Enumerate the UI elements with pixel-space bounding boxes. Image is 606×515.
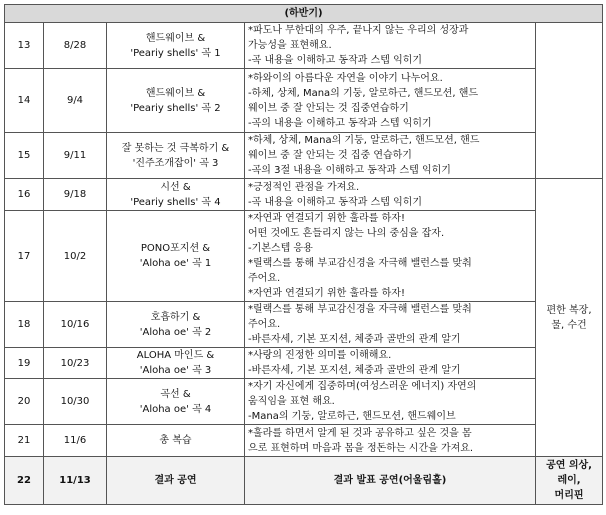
session-description-line: 웨이브 중 잘 안되는 것 집중 연습하기 [248,150,412,161]
session-title-line: 핸드웨이브 & [145,32,206,44]
final-materials-cell [536,457,603,505]
schedule-table [4,4,603,505]
session-date: 11/6 [44,425,107,457]
session-description: 결과 발표 공연(어울림홀) [245,457,536,505]
session-date: 11/13 [44,457,107,505]
header-title: (하반기) [5,5,603,23]
session-number: 18 [5,302,44,348]
session-description-line: 어떤 것에도 흔들리지 않는 나의 중심을 잡자. [248,228,445,239]
session-title: 결과 공연 [107,457,245,505]
session-description [245,425,536,457]
session-description-line: -바른자세, 기본 포지션, 체중과 골반의 관계 알기 [248,365,461,376]
session-description [245,211,536,302]
session-description [245,23,536,69]
session-description-line: *하와이의 아름다운 자연을 이야기 나누어요. [248,72,443,84]
session-date: 8/28 [44,23,107,69]
session-description-line: -바른자세, 기본 포지션, 체중과 골반의 관계 알기 [248,334,461,345]
session-title [107,179,245,211]
session-description-line: *긍정적인 관점을 가져요. [248,181,360,193]
session-description [245,133,536,179]
session-title-line: 'Aloha oe' 곡 2 [139,326,212,338]
session-description-line: -곡의 내용을 이해하고 동작과 스텝 익히기 [248,117,432,129]
session-number: 15 [5,133,44,179]
final-materials-line: 머리핀 [554,490,584,501]
session-date: 9/11 [44,133,107,179]
session-title-line: 'Peariy shells' 곡 2 [130,102,221,114]
session-number: 13 [5,23,44,69]
session-description [245,179,536,211]
session-title-line: 핸드웨이브 & [145,87,206,99]
session-title-line: 총 복습 [159,435,192,446]
session-number: 21 [5,425,44,457]
session-description-line: *하체, 상체, Mana의 기둥, 알로하근, 핸드모션, 핸드 [248,135,480,146]
session-title-line: 'Peariy shells' 곡 4 [130,196,221,208]
session-date: 10/30 [44,379,107,425]
table-row [5,348,603,379]
session-description-line: -하체, 상체, Mana의 기둥, 알로하근, 핸드모션, 핸드 [248,87,479,99]
table-row [5,133,603,179]
session-description-line: 주어요. [248,319,281,330]
session-description-line: *릴랙스를 통해 부교감신경을 자극해 밸런스를 맞춰 [248,258,472,269]
session-description-line: *사랑의 진정한 의미를 이해해요. [248,350,392,361]
session-description-line: 가능성을 표현해요. [248,40,332,51]
materials-blank-cell [536,23,603,179]
session-title-line: 호흡하기 & [150,311,201,323]
session-title-line: 곡선 & [160,388,191,400]
table-row [5,179,603,211]
table-row [5,69,603,133]
table-row [5,23,603,69]
session-description [245,69,536,133]
final-performance-row [5,457,603,505]
session-title-line: 시선 & [160,181,191,193]
session-title [107,348,245,379]
session-description-line: -곡의 3절 내용을 이해하고 동작과 스텝 익히기 [248,165,451,176]
session-date: 10/16 [44,302,107,348]
session-description [245,379,536,425]
session-number: 17 [5,211,44,302]
session-title-line: PONO포지션 & [140,243,211,254]
session-description-line: -기본스텝 응용 [248,243,313,254]
session-date: 10/23 [44,348,107,379]
table-row [5,379,603,425]
session-description-line: -곡 내용을 이해하고 동작과 스텝 익히기 [248,55,423,66]
session-number: 20 [5,379,44,425]
session-title [107,211,245,302]
session-description-line: *자기 자신에게 집중하며(여성스러운 에너지) 자연의 [248,381,477,392]
session-title [107,69,245,133]
session-number: 19 [5,348,44,379]
session-description [245,302,536,348]
session-title-line: 'Aloha oe' 곡 1 [139,258,212,269]
table-header-row [5,5,603,23]
session-description-line: *릴랙스를 통해 부교감신경을 자극해 밸런스를 맞춰 [248,304,472,315]
session-number: 22 [5,457,44,505]
final-materials-line: 공연 의상, [546,460,592,471]
session-description-line: 움직임을 표현 해요. [248,396,335,407]
session-number: 14 [5,69,44,133]
session-description-line: -Mana의 기둥, 알로하근, 핸드모션, 핸드웨이브 [248,411,456,422]
session-title-line: 잘 못하는 것 극복하기 & [121,142,230,154]
session-title [107,23,245,69]
table-row [5,211,603,302]
session-number: 16 [5,179,44,211]
session-description-line: *파도나 무한대의 우주, 끝나지 않는 우리의 성장과 [248,25,469,36]
session-description-line: *자연과 연결되기 위한 훌라를 하자! [248,213,405,224]
materials-cell [536,179,603,457]
materials-line: 편한 복장, [546,304,592,316]
session-date: 10/2 [44,211,107,302]
session-date: 9/4 [44,69,107,133]
session-description-line: *훌라를 하면서 알게 된 것과 공유하고 싶은 것을 몸 [248,427,472,439]
session-description [245,348,536,379]
session-description-line: 웨이브 중 잘 안되는 것 집중연습하기 [248,102,409,114]
session-title [107,379,245,425]
session-description-line: 주어요. [248,273,281,284]
session-title-line: '진주조개잡이' 곡 3 [132,157,219,169]
table-row [5,302,603,348]
session-date: 9/18 [44,179,107,211]
session-title [107,133,245,179]
session-description-line: *자연과 연결되기 위한 훌라를 하자! [248,288,405,299]
session-title [107,425,245,457]
session-title-line: ALOHA 마인드 & [136,350,215,361]
session-title-line: 'Aloha oe' 곡 4 [139,403,212,415]
session-description-line: 으로 표현하며 마음과 몸을 정돈하는 시간을 가져요. [248,442,474,454]
table-row [5,425,603,457]
session-title-line: 'Aloha oe' 곡 3 [139,365,212,376]
materials-line: 물, 수건 [551,319,587,331]
session-title [107,302,245,348]
final-materials-line: 레이, [557,475,581,486]
session-description-line: -곡 내용을 이해하고 동작과 스텝 익히기 [248,196,423,208]
session-title-line: 'Peariy shells' 곡 1 [130,47,221,59]
